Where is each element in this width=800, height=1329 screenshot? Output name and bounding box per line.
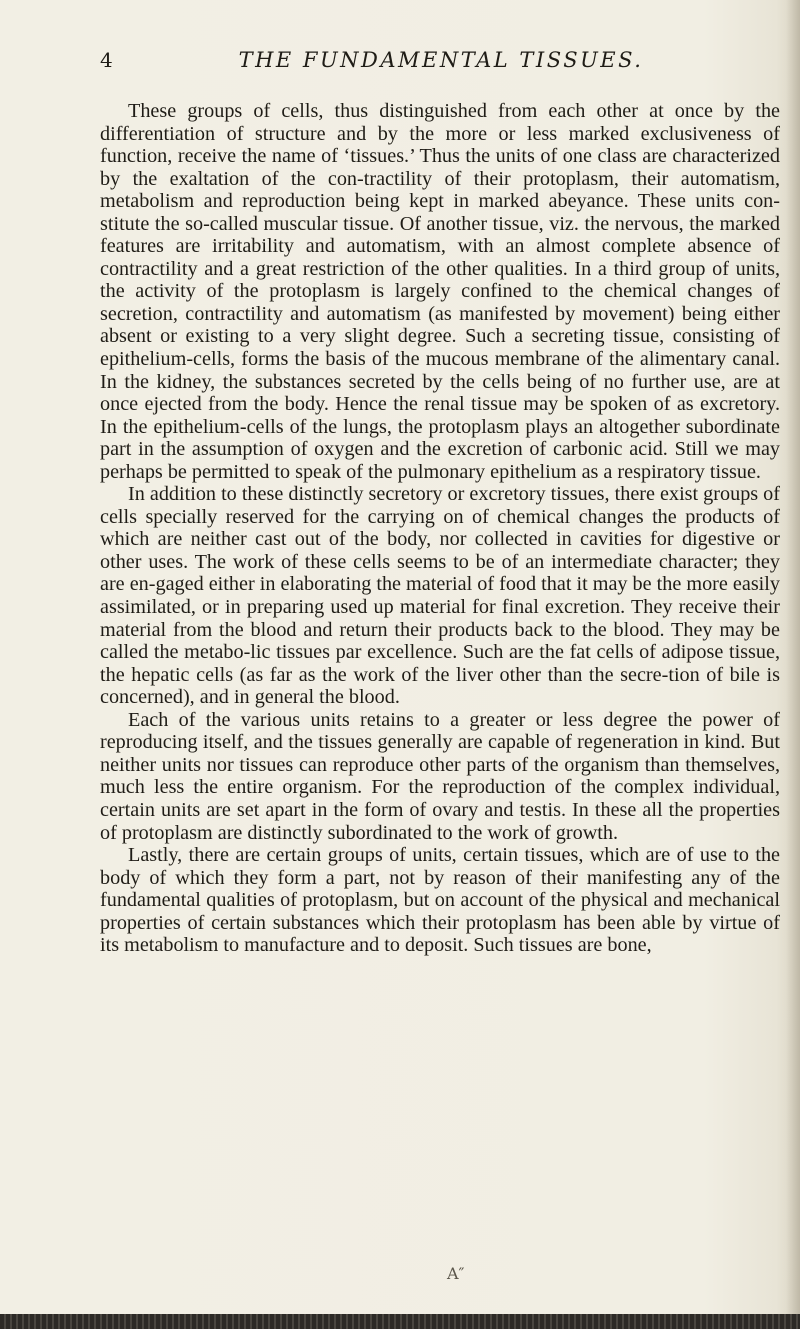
paragraph: These groups of cells, thus distinguished from each other at once by the differentiation of structure and by the more or less marked exclusiveness of function, receive the name of ‘tissues.’ Thus the units of one class are characterized by the exaltation of the con-tractility of their protoplasm, their automatism, metabolism and reproduction being kept in marked abeyance. These units con-stitute the so-called muscular tissue. Of another tissue, viz. the nervous, the marked features are irritability and automatism, with an almost complete absence of contractility and a great restriction of the other qualities. In a third group of units, the activity of the protoplasm is largely confined to the chemical changes of secretion, contractility and automatism (as manifested by movement) being either absent or existing to a very slight degree. Such a secreting tissue, consisting of epithelium-cells, forms the basis of the mucous membrane of the alimentary canal. In the kidney, the substances secreted by the cells being of no further use, are at once ejected from the body. Hence the renal tissue may be spoken of as excretory. In the epithelium-cells of the lungs, the protoplasm plays an altogether subordinate part in the assumption of oxygen and the excretion of carbonic acid. Still we may perhaps be permitted to speak of the pulmonary epithelium as a respiratory tissue. [100, 100, 780, 483]
page-number: 4 [100, 48, 113, 72]
printer-mark: A″ [447, 1264, 465, 1283]
page-header [100, 48, 782, 78]
scan-edge-band [0, 1314, 800, 1329]
body-text [100, 100, 780, 957]
paragraph: Lastly, there are certain groups of units, certain tissues, which are of use to the body of which they form a part, not by reason of their manifesting any of the fundamental qualities of protoplasm, but on account of the physical and mechanical properties of certain substances which their protoplasm has been able by virtue of its metabolism to manufacture and to deposit. Such tissues are bone, [100, 844, 780, 957]
running-title: THE FUNDAMENTAL TISSUES. [238, 48, 644, 72]
paragraph: Each of the various units retains to a greater or less degree the power of reproducing itself, and the tissues generally are capable of regeneration in kind. But neither units nor tissues can reproduce other parts of the organism than themselves, much less the entire organism. For the reproduction of the complex individual, certain units are set apart in the form of ovary and testis. In these all the properties of protoplasm are distinctly subordinated to the work of growth. [100, 708, 780, 844]
page-edge-shadow [786, 0, 800, 1329]
paragraph: In addition to these distinctly secretory or excretory tissues, there exist groups of cells specially reserved for the carrying on of chemical changes the products of which are neither cast out of the body, nor collected in cavities for digestive or other uses. The work of these cells seems to be of an intermediate character; they are en-gaged either in elaborating the material of food that it may be the more easily assimilated, or in preparing used up material for final excretion. They receive their material from the blood and return their products back to the blood. They may be called the metabo-lic tissues par excellence. Such are the fat cells of adipose tissue, the hepatic cells (as far as the work of the liver other than the secre-tion of bile is concerned), and in general the blood. [100, 483, 781, 709]
